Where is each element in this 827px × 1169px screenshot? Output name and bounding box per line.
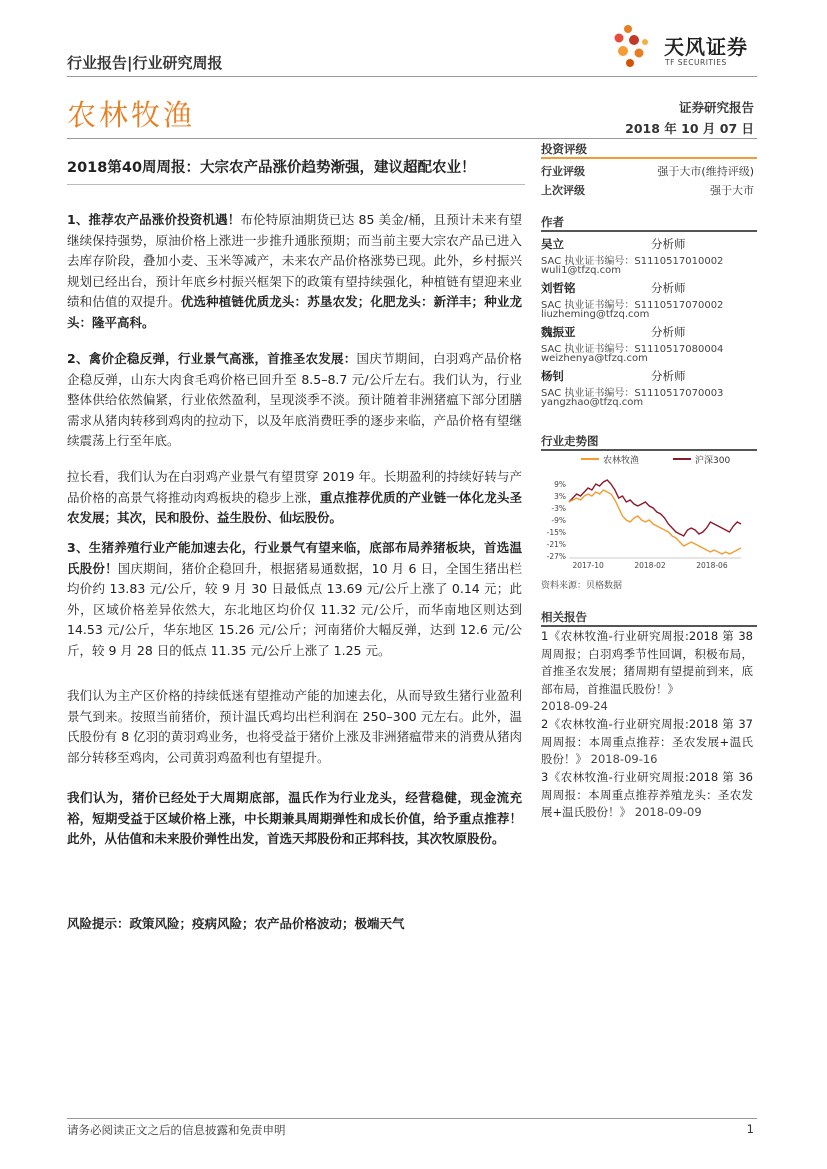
paragraph-2-heading: 2、禽价企稳反弹，行业景气高涨，首推圣农发展： (67, 351, 357, 366)
series-line-index (569, 480, 741, 536)
risk-warning-text: 风险提示：政策风险；疫病风险；农产品价格波动；极端天气 (67, 916, 405, 931)
paragraph-5 (67, 686, 522, 768)
report-title: 2018第40周周报：大宗农产品涨价趋势渐强，建议超配农业！ (67, 160, 476, 176)
paragraph-3 (67, 467, 522, 529)
paragraph-3-text: 拉长看，我们认为在白羽鸡产业景气有望贯穿 2019 年。长期盈利的持续好转与产品价格的高景气将推动肉鸡板块的稳步上涨， (67, 469, 522, 505)
series-line-sector (569, 490, 741, 554)
report-type: 行业报告|行业研究周报 (67, 54, 223, 72)
y-tick-label: 3% (554, 492, 566, 501)
rating-title: 投资评级 (541, 142, 587, 156)
legend-label-index: 沪深300 (695, 456, 731, 466)
x-tick-label: 2018-06 (696, 561, 728, 570)
related-report-item[interactable] (541, 628, 753, 716)
paragraph-2-text: 国庆节期间，白羽鸡产品价格企稳反弹，山东大肉食毛鸡价格已回升至 8.5–8.7 元/公斤左右。我们认为，行业整体供给依然偏紧，行业依然盈利，呈现淡季不淡。预计随着非洲猪瘟下部分团膳需求从猪肉转移到鸡肉的拉动下，以及年底消费旺季的逐步来临，产品价格有望继续震荡上行至年底。 (67, 351, 522, 448)
related-report-text[interactable]: 3《农林牧渔-行业研究周报:2018 第 36 周周报：本周重点推荐养殖龙头：圣农发展+温氏股份！》 (541, 770, 753, 819)
brand-name-en: TF SECURITIES (665, 58, 727, 67)
page-number: 1 (746, 1122, 754, 1136)
author-email[interactable]: liuzheming@tfzq.com (541, 309, 650, 320)
paragraph-1-heading: 1、推荐农产品涨价投资机遇！ (67, 212, 241, 227)
author-name: 刘哲铭 (541, 281, 576, 295)
legend-label-sector: 农林牧渔 (603, 456, 640, 466)
author-name: 杨钊 (541, 369, 564, 383)
y-tick-label: 9% (554, 480, 566, 489)
author-cert: SAC 执业证书编号：S1110517010002 (541, 256, 724, 267)
related-report-date: 2018-09-24 (541, 699, 608, 713)
chart-source: 资料来源：贝格数据 (541, 581, 623, 591)
related-report-item[interactable] (541, 769, 753, 822)
related-report-date: 2018-09-09 (634, 805, 702, 819)
paragraph-4-text: 国庆期间，猪价企稳回升，根据猪易通数据，10 月 6 日，全国生猪出栏均价约 13.83 元/公斤，较 9 月 30 日最低点 13.69 元/公斤上涨了 0.14 元；此外，区域价格差异依然大，东北地区均价仅 11.32 元/公斤，而华南地区则达到 14.53 元/公斤，华东地区 15.26 元/公斤；河南猪价大幅反弹，达到 12.6 元/公斤，较 9 月 28 日的低点 11.35 元/公斤上涨了 1.25 元。 (67, 560, 522, 658)
x-tick-label: 2017-10 (572, 561, 604, 570)
author-role: 分析师 (651, 369, 686, 383)
authors-title: 作者 (541, 215, 564, 229)
author-role: 分析师 (651, 325, 686, 339)
related-report-date: 2018-09-16 (590, 752, 658, 766)
rating-label: 行业评级 (541, 165, 585, 178)
paragraph-2 (67, 349, 522, 452)
author-cert: SAC 执业证书编号：S1110517080004 (541, 344, 724, 355)
author-role: 分析师 (651, 237, 686, 251)
author-email[interactable]: yangzhao@tfzq.com (541, 397, 644, 408)
author-email[interactable]: weizhenya@tfzq.com (541, 353, 648, 364)
related-report-item[interactable] (541, 716, 753, 769)
related-report-text[interactable]: 1《农林牧渔-行业研究周报:2018 第 38 周周报；白羽鸡季节性回调，积极布局，首推圣农发展；猪周期有望提前到来，底部布局，首推温氏股份！》 (541, 629, 753, 696)
footer-disclaimer[interactable]: 请务必阅读正文之后的信息披露和免责申明 (67, 1123, 286, 1137)
paragraph-3-recommendation: 重点推荐优质的产业链一体化龙头圣农发展；其次，民和股份、益生股份、仙坛股份。 (67, 489, 522, 525)
industry-trend-chart (541, 452, 757, 572)
rating-value: 强于大市(维持评级) (657, 165, 754, 178)
paragraph-1-recommendation: 优选种植链优质龙头：苏垦农发；化肥龙头：新洋丰；种业龙头：隆平高科。 (67, 294, 522, 330)
related-report-text[interactable]: 2《农林牧渔-行业研究周报:2018 第 37 周周报：本周重点推荐：圣农发展+温氏股份！》 (541, 717, 753, 766)
y-tick-label: -9% (551, 516, 566, 525)
doc-kind: 证券研究报告 (678, 100, 754, 115)
brand-logo (612, 22, 757, 72)
tf-logo-icon (612, 22, 658, 70)
related-title: 相关报告 (541, 610, 587, 624)
y-tick-label: -3% (551, 504, 566, 513)
author-name: 吴立 (541, 237, 564, 251)
author-cert: SAC 执业证书编号：S1110517070003 (541, 388, 724, 399)
paragraph-6 (67, 788, 522, 850)
paragraph-1-text: 布伦特原油期货已达 85 美金/桶，且预计未来有望继续保持强势，原油价格上涨进一步推升通胀预期；而当前主要大宗农产品已进入去库存阶段，叠加小麦、玉米等减产，未来农产品价格涨势已现。此外，乡村振兴规划已经出台，预计年底乡村振兴框架下的政策有望持续强化，种植链有望迎来业绩和估值的双提升。 (67, 212, 522, 309)
risk-warning (67, 914, 522, 935)
previous-rating-label: 上次评级 (541, 184, 585, 197)
sector-name: 农林牧渔 (67, 98, 196, 132)
author-cert: SAC 执业证书编号：S1110517070002 (541, 300, 724, 311)
paragraph-4 (67, 538, 522, 661)
y-tick-label: -21% (546, 540, 566, 549)
author-email[interactable]: wuli1@tfzq.com (541, 265, 622, 276)
previous-rating-value: 强于大市 (710, 184, 754, 197)
y-tick-label: -15% (546, 528, 566, 537)
report-date: 2018 年 10 月 07 日 (625, 121, 754, 136)
x-tick-label: 2018-02 (634, 561, 666, 570)
paragraph-4-heading: 3、生猪养殖行业产能加速去化，行业景气有望来临，底部布局养猪板块，首选温氏股份！ (67, 540, 522, 576)
author-name: 魏振亚 (541, 325, 576, 339)
trend-title: 行业走势图 (541, 434, 599, 448)
paragraph-6-text: 我们认为，猪价已经处于大周期底部，温氏作为行业龙头，经营稳健，现金流充裕，短期受益于区域价格上涨，中长期兼具周期弹性和成长价值，给予重点推荐！此外，从估值和未来股价弹性出发，首选天邦股份和正邦科技，其次牧原股份。 (67, 790, 522, 846)
paragraph-1 (67, 210, 522, 333)
y-tick-label: -27% (546, 552, 566, 561)
brand-name-cn: 天风证券 (664, 35, 748, 59)
paragraph-5-text: 我们认为主产区价格的持续低迷有望推动产能的加速去化，从而导致生猪行业盈利景气到来。按照当前猪价，预计温氏鸡均出栏利润在 250–300 元左右。此外，温氏股份有 8 亿羽的黄羽鸡业务，也将受益于猪价上涨及非洲猪瘟带来的消费从猪肉部分转移至鸡肉，公司黄羽鸡盈利也有望提升。 (67, 688, 522, 765)
author-role: 分析师 (651, 281, 686, 295)
